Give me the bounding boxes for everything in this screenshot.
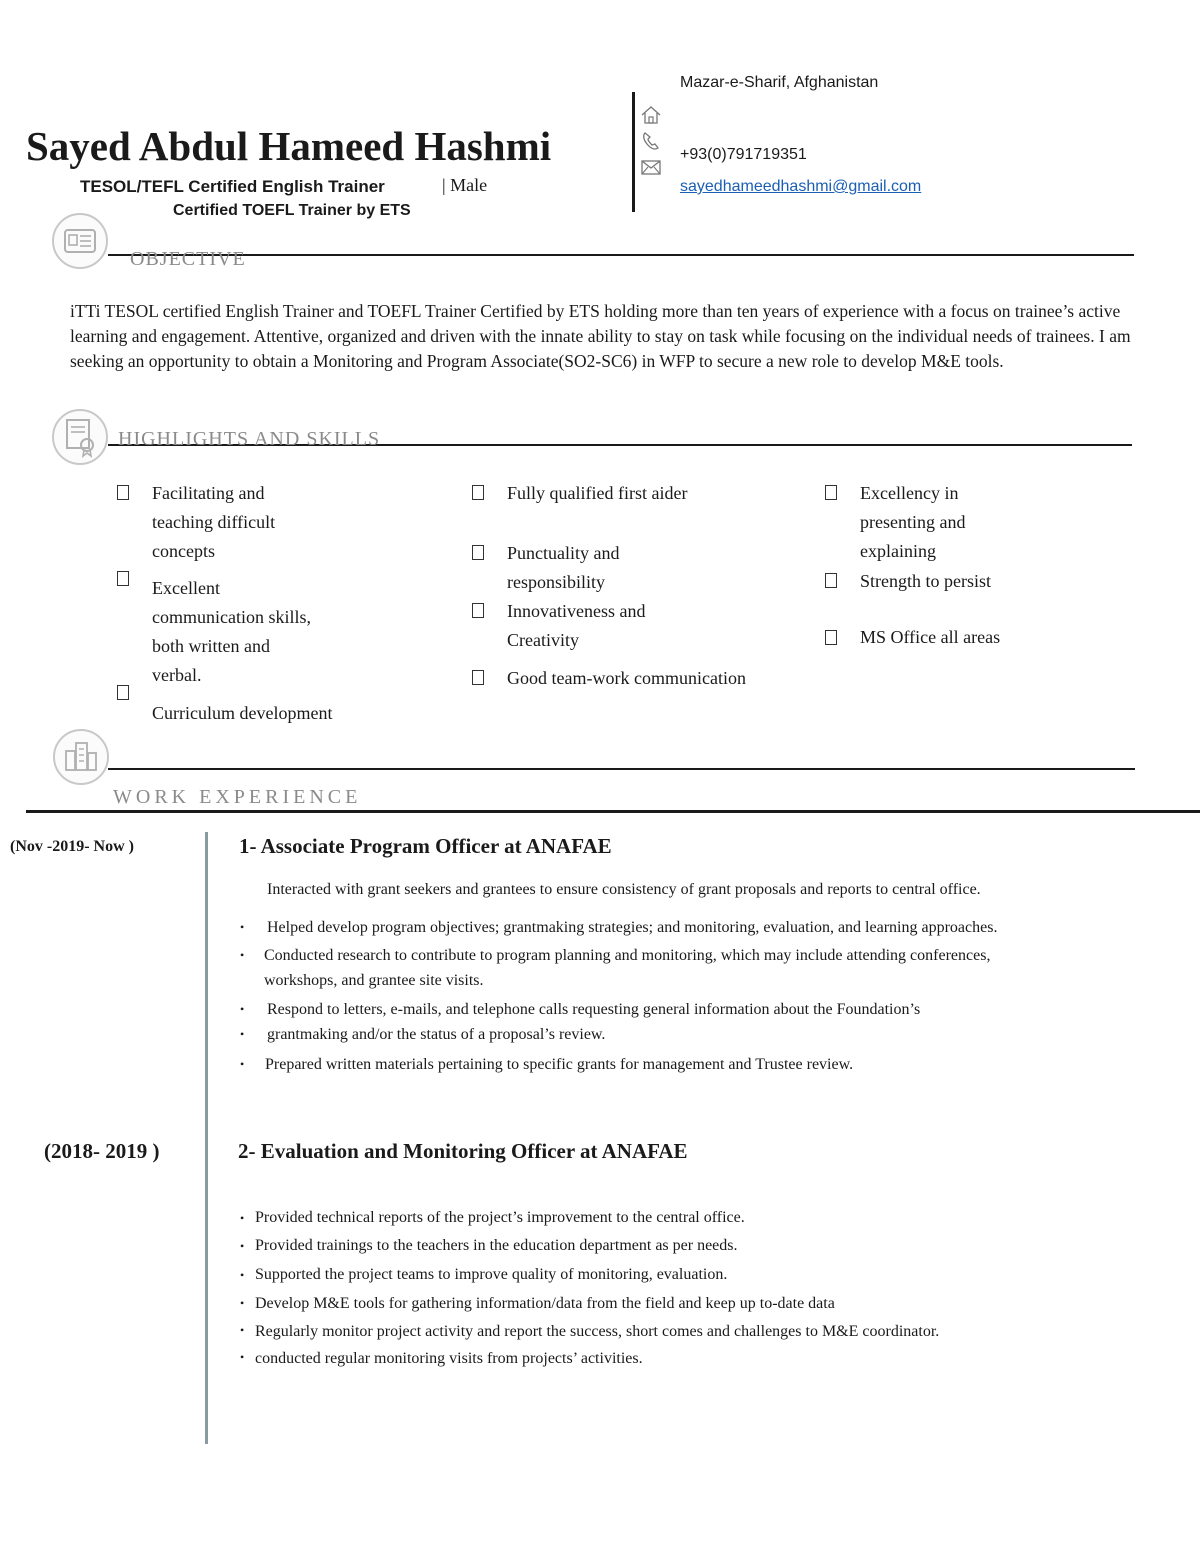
job-bullet: Respond to letters, e-mails, and telephone calls requesting general information about the Foundation’s xyxy=(267,1001,921,1018)
bullet-icon: • xyxy=(240,1027,245,1041)
checkbox-icon xyxy=(117,571,129,586)
job-bullet: Conducted research to contribute to program planning and monitoring, which may include attending conferences, xyxy=(264,947,991,964)
skill-item: MS Office all areas xyxy=(860,624,1020,651)
bullet-icon: • xyxy=(240,1268,245,1282)
checkbox-icon xyxy=(472,603,484,618)
work-rule xyxy=(108,768,1135,770)
bullet-icon: • xyxy=(240,1211,245,1225)
objective-heading: OBJECTIVE xyxy=(130,248,246,270)
skill-item: Excellency in presenting and explaining xyxy=(860,479,1010,566)
timeline-line xyxy=(205,832,208,1444)
job-bullet: conducted regular monitoring visits from projects’ activities. xyxy=(255,1350,643,1367)
skills-heading: HIGHLIGHTS AND SKILLS xyxy=(118,428,381,450)
skill-item: Excellent communication skills, both written and verbal. xyxy=(152,574,322,690)
primary-role: TESOL/TEFL Certified English Trainer xyxy=(80,177,385,196)
checkbox-icon xyxy=(117,685,129,700)
mail-icon xyxy=(640,156,662,178)
contact-divider xyxy=(632,92,635,212)
objective-text: iTTi TESOL certified English Trainer and TOEFL Trainer Certified by ETS holding more than ten years of experience with a focus on trainee’s active learning and engagement. Attentive, organized and driven with the innate ability to stay on task while focusing on the individual needs of trainees. I am seeking an opportunity to obtain a Monitoring and Program Associate(SO2-SC6) in WFP to secure a new role to develop M&E tools. xyxy=(70,301,1131,371)
skill-item: Innovativeness and Creativity xyxy=(507,597,687,655)
job-bullet: Develop M&E tools for gathering information/data from the field and keep up to-date data xyxy=(255,1295,835,1312)
job-title: 2- Evaluation and Monitoring Officer at ANAFAE xyxy=(238,1139,688,1163)
job-bullet: grantmaking and/or the status of a proposal’s review. xyxy=(267,1026,606,1043)
phone-icon xyxy=(640,130,662,152)
checkbox-icon xyxy=(825,573,837,588)
home-icon xyxy=(640,104,662,126)
bullet-icon: • xyxy=(240,948,245,962)
buildings-icon xyxy=(53,729,109,785)
job-bullet: Prepared written materials pertaining to specific grants for management and Trustee review. xyxy=(265,1056,854,1073)
email-link[interactable]: sayedhameedhashmi@gmail.com xyxy=(680,178,922,195)
job-lead-text: Interacted with grant seekers and grantees to ensure consistency of grant proposals and reports to central office. xyxy=(267,881,981,898)
certificate-icon xyxy=(52,409,108,465)
id-card-icon xyxy=(52,213,108,269)
gender: | Male xyxy=(442,175,488,195)
work-heading: WORK EXPERIENCE xyxy=(113,786,362,808)
bullet-icon: • xyxy=(240,1239,245,1253)
checkbox-icon xyxy=(472,485,484,500)
address: Mazar-e-Sharif, Afghanistan xyxy=(680,74,879,91)
bullet-icon: • xyxy=(240,1296,245,1310)
job-bullet: Helped develop program objectives; grantmaking strategies; and monitoring, evaluation, and learning approaches. xyxy=(267,919,998,936)
job-bullet: Provided technical reports of the project’s improvement to the central office. xyxy=(255,1209,745,1226)
skill-item: Good team-work communication xyxy=(507,664,807,693)
secondary-role: Certified TOEFL Trainer by ETS xyxy=(173,202,411,219)
bullet-icon: • xyxy=(240,1350,245,1364)
work-divider xyxy=(26,810,1200,813)
bullet-icon: • xyxy=(240,920,245,934)
checkbox-icon xyxy=(825,485,837,500)
job-title: 1- Associate Program Officer at ANAFAE xyxy=(239,834,612,858)
skill-item: Curriculum development xyxy=(152,699,412,728)
objective-rule xyxy=(108,254,1134,256)
job-bullet-continuation: workshops, and grantee site visits. xyxy=(264,972,484,989)
candidate-name: Sayed Abdul Hameed Hashmi xyxy=(26,123,552,169)
skill-item: Punctuality and responsibility xyxy=(507,539,667,597)
job-dates: (Nov -2019- Now ) xyxy=(10,838,134,855)
job-bullet: Supported the project teams to improve quality of monitoring, evaluation. xyxy=(255,1266,728,1283)
checkbox-icon xyxy=(472,670,484,685)
bullet-icon: • xyxy=(240,1323,245,1337)
job-bullet: Regularly monitor project activity and report the success, short comes and challenges to M&E coordinator. xyxy=(255,1323,940,1340)
bullet-icon: • xyxy=(240,1057,245,1071)
checkbox-icon xyxy=(825,630,837,645)
checkbox-icon xyxy=(117,485,129,500)
skill-item: Strength to persist xyxy=(860,567,1060,596)
checkbox-icon xyxy=(472,545,484,560)
bullet-icon: • xyxy=(240,1002,245,1016)
phone-number: +93(0)791719351 xyxy=(680,146,807,163)
job-dates: (2018- 2019 ) xyxy=(44,1139,160,1163)
job-bullet: Provided trainings to the teachers in the education department as per needs. xyxy=(255,1237,738,1254)
skill-item: Facilitating and teaching difficult concepts xyxy=(152,479,322,566)
skill-item: Fully qualified first aider xyxy=(507,479,807,508)
